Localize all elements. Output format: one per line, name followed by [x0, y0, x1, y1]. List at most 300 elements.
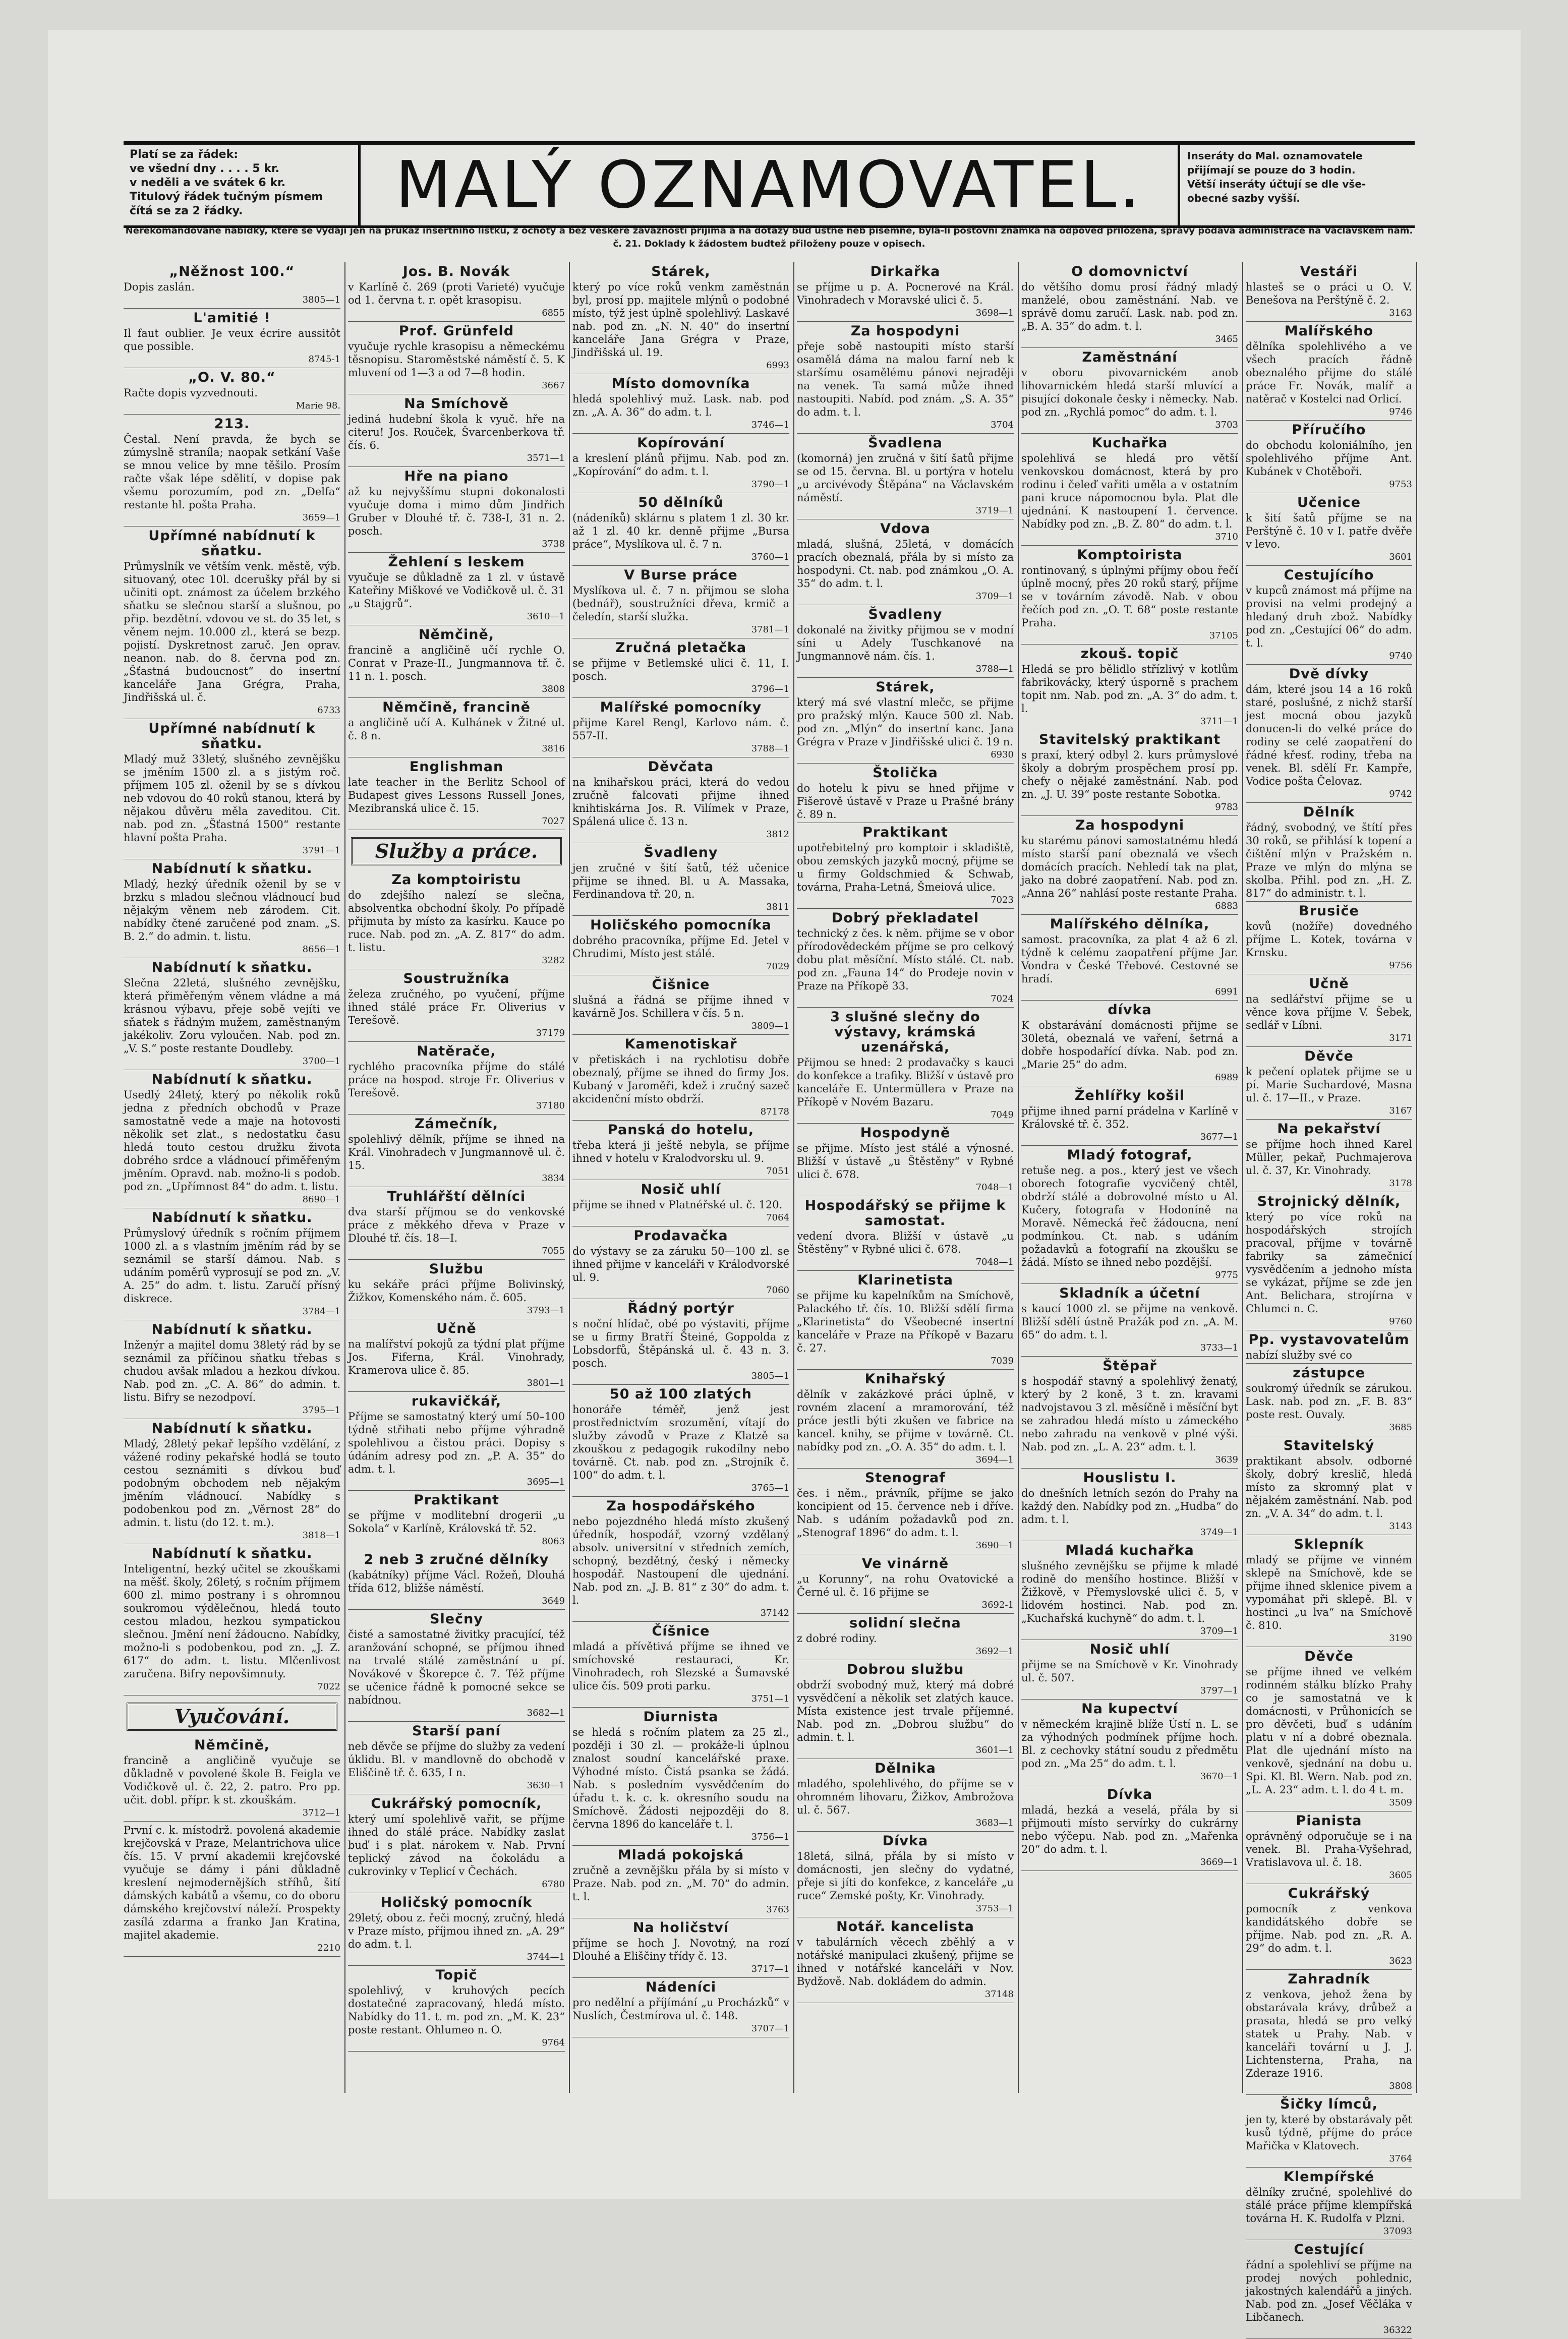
ad-title: Němčině, francině — [382, 699, 531, 715]
ad-number: 3805—1 — [751, 1371, 789, 1381]
ad-number: 3171 — [1389, 1033, 1412, 1043]
ad-number: 6991 — [1215, 986, 1238, 997]
classified-ad — [1246, 1814, 1412, 1884]
ad-number: 3719—1 — [975, 505, 1014, 516]
classified-ad — [124, 370, 340, 415]
ad-title: Mladá pokojská — [617, 1847, 744, 1863]
ad-body: (komorná) jen zručná v šití šatů přijme se od 15. června. Bl. u portýra v hotelu „u arcivévody Štěpána“ na Václavském náměstí. — [797, 452, 1014, 504]
price-line: Platí se za řádek: — [130, 148, 239, 161]
ad-body: a kreslení plánů přijmu. Nab. pod zn. „Kopírování“ do adm. t. l. — [572, 452, 789, 478]
ad-body: v Karlíně č. 269 (proti Varieté) vyučuje od 1. června t. r. opět krasopisu. — [348, 281, 565, 306]
ad-title: Prof. Grünfeld — [398, 323, 514, 339]
ad-number: 7027 — [542, 816, 565, 827]
ad-body: francině a angličině učí rychle O. Conrat v Praze-II., Jungmannova tř. č. 11 n. 1. posch. — [348, 644, 565, 682]
ad-body: řádný, svobodný, ve štítí přes 30 roků, se přihlásí k topení a čištění mlýn v Pražském n. Praze ve mlýn do mlýna se skolba. Přihl. pod zn. „H. Z. 817“ do administr. t. l. — [1246, 822, 1412, 899]
ad-body: Myslíkova ul. č. 7 n. přijmou se sloha (bednář), soustružníci dřeva, krmič a čeledín, starší služka. — [572, 584, 789, 623]
classified-ad — [572, 1182, 789, 1226]
ad-title: Englishman — [409, 759, 504, 775]
ad-body: pomocník z venkova kandidátského dobře se příjme. Nab. pod zn. „R. A. 29“ do adm. t. l. — [1246, 1903, 1412, 1954]
ad-body: vyučuje se důkladně za 1 zl. v ústavě Kateřiny Miškové ve Vodičkově ul. č. 31 „u Stajgrů“. — [348, 571, 565, 610]
ad-number: 3797—1 — [1200, 1685, 1238, 1696]
classified-ad — [1021, 1088, 1238, 1146]
classified-ad — [348, 1968, 565, 2052]
ad-title: L'amitié ! — [193, 310, 271, 326]
ad-body: spolehlivý dělník, příjme se ihned na Král. Vinohradech v Jungmannově ul. č. 15. — [348, 1133, 565, 1172]
ad-title: rukavičkář, — [411, 1393, 502, 1409]
ad-body: neb děvče se příjme do služby za vedení úklidu. Bl. v mandlovně do obchodě v Eliščině tř. č. 635, I n. — [348, 1740, 565, 1779]
classified-ad — [124, 311, 340, 368]
ad-title: Topič — [435, 1967, 478, 1983]
ad-number: 3788—1 — [751, 743, 789, 754]
ad-number: 36322 — [1383, 2325, 1412, 2335]
ad-body: Slečna 22letá, slušného zevnějšku, která přiměřeným věnem vládne a má krásnou výbavu, přeje sobě vejíti ve sňatek s řádným mužem, zaměstnaným jakékoliv. Zoru vyloučen. Nab. pod zn. „V. S.“ poste restante Doudleby. — [124, 977, 340, 1055]
ad-body: z dobré rodiny. — [797, 1632, 877, 1645]
ad-number: 7022 — [317, 1681, 340, 1692]
ad-title: Mladá kuchařka — [1065, 1543, 1194, 1558]
ad-body: do výstavy se za záruku 50—100 zl. se ihned přijme v kanceláři v Králodvorské ul. 9. — [572, 1245, 789, 1283]
ad-title: dívka — [1108, 1002, 1152, 1018]
ad-title: Dělník — [1303, 804, 1355, 820]
ad-body: Průmyslník ve větším venk. městě, výb. situovaný, otec 10l. dcerušky přál by si učiniti opt. známost za účelem brzkého sňatku se slečnou starší a slušnou, po přip. bezdětní. vdovou ve st. do 35 let, s věnem nejm. 10.000 zl., která se bezp. pojistí. Dyskretnost zaruč. Jen oprav. neanon. nab. do 8. června pod zn. „Šťastná budoucnost“ do insertní kanceláře Jana Grégra, Praha, Jindřišská ul. č. — [124, 560, 340, 704]
ad-number: 3683—1 — [975, 1818, 1014, 1828]
ad-number: 3710 — [1215, 532, 1238, 542]
classified-ad — [797, 680, 1014, 764]
ad-number: 3670—1 — [1200, 1771, 1238, 1782]
ad-body: dělníka spolehlivého a ve všech pracích řádně obeznalého přijme do stálé práce Fr. Novák, malíř a natěrač v Kostelci nad Orlicí. — [1246, 340, 1412, 405]
deadline-line: obecné sazby vyšší. — [1187, 192, 1300, 204]
ad-number: 3709—1 — [975, 591, 1014, 602]
ad-title: solidní slečna — [849, 1615, 961, 1631]
ad-body: se příjme hoch ihned Karel Müller, pekař, Puchmajerova ul. č. 37, Kr. Vinohrady. — [1246, 1138, 1412, 1177]
ad-title: Žehlení s leskem — [388, 554, 525, 570]
classified-ad — [572, 700, 789, 757]
ad-body: z venkova, jehož žena by obstarávala krávy, drůbež a prasata, hledá se pro velký statek u Prahy. Nab. v kanceláři tovární u J. J. Lichtensterna, Praha, na Zderaze 1916. — [1246, 1989, 1412, 2079]
header-notice: Nerekomandované nabídky, které se vydají jen na průkaz insertního lístku, z ochoty a bez veškeré závaznosti přijímá a na dotazy buď ústně neb písemně, byla-li poštovní známka na odpověď přiložena, správy podává administrace na Václavském nám. č. 21. Doklady k žádostem budtež přiloženy pouze v opisech. — [125, 225, 1413, 249]
ad-title: Nabídnutí k sňatku. — [151, 1421, 313, 1436]
classified-ad — [1021, 1471, 1238, 1541]
ad-number: 7055 — [542, 1246, 565, 1256]
ad-body: se přijme. Místo jest stálé a výnosné. Bližší v ústavě „u Štěstěny“ v Rybné ulici č. 678. — [797, 1142, 1014, 1181]
ad-title: 3 slušné slečny do výstavy, krámská uzenářská, — [830, 1009, 980, 1055]
classified-ad — [572, 759, 789, 843]
ad-body: Usedlý 24letý, který po několik roků jedna z předních obchodů v Praze samostatně vede a maje na hotovosti několik set zlat., s nedostatku času hledá touto cestou družku života dobrého srdce a vládnoucí přiměřeným jměním. Opravd. nab. možno-li s podob. pod zn. „Upřímnost 84“ do adm. t. listu. — [124, 1089, 340, 1193]
ad-number: 3711—1 — [1200, 716, 1238, 727]
ad-body: spolehlivý, v kruhových pecích dostatečné zapracovaný, hledá místo. Nabídky do 11. t. m. pod zn. „M. K. 23“ poste restant. Ohlumeo n. O. — [348, 1984, 565, 2036]
ad-title: Nádeníci — [645, 1979, 717, 1995]
classified-ad — [1021, 548, 1238, 645]
ad-body: mladého, spolehlivého, do příjme se v ohromném lihovaru, Žižkov, Ambrožova ul. č. 567. — [797, 1778, 1014, 1816]
classified-ad — [348, 1262, 565, 1319]
ad-body: Mladý, 28letý pekař lepšího vzdělání, z vážené rodiny pekařské hodlá se touto cestou seznámiti s dívkou buď podobným obchodem neb nějakým jměním vládnoucí. Nabídky s podobenkou pod zn. „Věrnost 28“ do admin. t. listu (do 12. t. m.). — [124, 1438, 340, 1529]
classified-ad — [124, 1824, 340, 1957]
column-4 — [797, 262, 1019, 2093]
ad-body: přijme Karel Rengl, Karlovo nám. č. 557-II. — [572, 717, 789, 742]
ad-body: se přijme ku kapelníkům na Smíchově, Palackého tř. čís. 10. Bližší sdělí firma „Klarinetista“ do Všeobecné insertní kanceláře v Praze na Příkopě v Bazaru č. 27. — [797, 1290, 1014, 1354]
ad-body: v německém krajině blíže Ústí n. L. se za výhodných podmínek příjme hoch. Bl. z cechovky státní soudu z předmětu pod zn. „Ma 25“ do adm. t. l. — [1021, 1718, 1238, 1770]
ad-title: Starší paní — [412, 1723, 501, 1739]
classified-ad — [1246, 1537, 1412, 1647]
classified-ad — [797, 264, 1014, 322]
ad-body: Inteligentní, hezký učitel se zkouškami na měšť. školy, 26letý, s ročním příjmem 600 zl. mimo postrany i s ohromnou soukromou výdělečnou, hledá touto cestou mladou, hezkou sympatickou slečnou. Jmění není žádoucno. Nabídky, možno-li s podobenkou, pod zn. „J. Z. 617“ do adm. t. listu. Mlčenlivost zaručena. Bifry nepovšimnuty. — [124, 1563, 340, 1680]
ad-number: 3812 — [766, 829, 789, 840]
ad-title: Cukrářský pomocník, — [371, 1796, 542, 1811]
ad-title: Na holičství — [632, 1920, 729, 1936]
classified-ad — [1021, 732, 1238, 816]
classified-ad — [1246, 1332, 1412, 1364]
ad-number: 3712—1 — [302, 1807, 340, 1818]
ad-body: do zdejšího nalezí se slečna, absolventka obchodní školy. Po případě přijmuta by místo za kasírku. Kauce po ruce. Nab. pod zn. „A. Z. 817“ do adm. t. listu. — [348, 889, 565, 954]
ad-title: Praktikant — [414, 1492, 499, 1508]
ad-number: 37142 — [760, 1608, 789, 1618]
ad-title: Prodavačka — [633, 1228, 728, 1244]
classified-ad — [348, 1796, 565, 1893]
classified-ad — [572, 977, 789, 1035]
ad-number: 3816 — [542, 743, 565, 754]
ad-body: technický z čes. k něm. přijme se v obor přírodovědeckém příjme se pro celkový dobu plat měsíční. Místo stálé. Ct. nab. pod zn. „Fauna 14“ do Prodeje novin v Praze na Příkopě 33. — [797, 927, 1014, 992]
ad-number: 3190 — [1389, 1633, 1412, 1644]
ad-title: Brusiče — [1299, 903, 1359, 919]
classified-ad — [1021, 818, 1238, 915]
classified-ad — [572, 376, 789, 434]
ad-body: na sedlářství přijme se u věnce kova příjme V. Šebek, sedlář v Líbni. — [1246, 993, 1412, 1031]
classified-ad — [1021, 647, 1238, 730]
ad-title: Němčině, — [418, 627, 495, 642]
ad-number: 3695—1 — [527, 1477, 565, 1487]
ad-number: 3601—1 — [975, 1745, 1014, 1756]
ad-number: 3704 — [991, 420, 1014, 430]
ad-body: k šití šatů příjme se na Perštýně č. 10 v I. patře dvěře v levo. — [1246, 512, 1412, 550]
ad-title: Knihařský — [864, 1371, 946, 1387]
classified-ad — [1246, 495, 1412, 566]
classified-ad — [1246, 1122, 1412, 1192]
classified-ad — [1246, 2170, 1412, 2240]
ad-body: se hledá s ročním platem za 25 zl., později i 30 zl. — prokáže-li úplnou znalost soudní kancelářské praxe. Výhodné místo. Čistá psanka se žádá. Nab. s posledním vysvědčením do úřadu t. k. c. k. okresního soudu na Smíchově. Žádosti nejpozději do 8. června 1896 do kanceláře t. l. — [572, 1726, 789, 1830]
ad-body: Hledá se pro bělidlo střízlivý v kotlům fabrikovácky, který úsporně s prachem topit nm. Nab. pod zn. „A. 3“ do adm. t. l. — [1021, 663, 1238, 715]
ad-title: Na kupectví — [1081, 1701, 1178, 1717]
ad-body: slušného zevnějšku se přijme k mladé rodině do menšího hostince. Bližší v Žižkově, v Přemyslovské ulici č. 5, v lidovém hostinci. Nab. pod zn. „Kuchařská kuchyně“ do adm. t. l. — [1021, 1560, 1238, 1624]
ad-body: který po více roků venkm zaměstnán byl, prosí pp. majitele mlýnů o podobné místo, týž jest úplně spolehlivý. Laskavé nab. pod zn. „N. N. 40“ do insertní kanceláře Jana Grégra v Praze, Jindřišská ul. 19. — [572, 281, 789, 359]
classified-ad — [572, 1387, 789, 1497]
ad-number: 3788—1 — [975, 664, 1014, 674]
classified-ad — [348, 324, 565, 394]
ad-title: Natěrače, — [417, 1043, 496, 1059]
classified-ad — [797, 324, 1014, 434]
ad-body: který umí spolehlivě vařit, se příjme ihned do stálé práce. Nabídky zaslat buď i s plat. nárokem v. Nab. První teplický závod na čokoládu a cukrovinky v Teplicí v Čechách. — [348, 1813, 565, 1878]
ad-number: 3733—1 — [1200, 1342, 1238, 1353]
ad-title: Stenograf — [864, 1470, 946, 1486]
ad-number: 3795—1 — [302, 1405, 340, 1416]
ad-title: Kamenotiskař — [624, 1036, 737, 1052]
classified-ad — [348, 1321, 565, 1392]
ad-number: 3690—1 — [975, 1540, 1014, 1551]
ad-title: Hospodyně — [860, 1125, 951, 1141]
ad-number: 6989 — [1215, 1072, 1238, 1083]
classified-ad — [1246, 1438, 1412, 1535]
ad-body: hlasteš se o práci u O. V. Benešova na Perštýně č. 2. — [1246, 281, 1412, 306]
classified-ad — [348, 1394, 565, 1491]
price-line: čítá se za 2 řádky. — [130, 205, 243, 217]
ad-title: Zahradník — [1288, 1971, 1370, 1987]
ad-body: k pečení oplatek přijme se u pí. Marie Suchardové, Masna ul. č. 17—II., v Praze. — [1246, 1066, 1412, 1104]
ad-number: 7039 — [991, 1356, 1014, 1366]
classified-ad — [1246, 1886, 1412, 1970]
ad-title: Za hospodářského — [606, 1498, 756, 1514]
ad-title: V Burse práce — [624, 567, 738, 583]
classified-ad — [797, 911, 1014, 1008]
ad-number: 3809—1 — [751, 1021, 789, 1031]
ad-body: který má své vlastní mlečc, se přijme pro pražský mlýn. Kauce 500 zl. Nab. pod zn. „Mlýn“ do insertní kanc. Jana Grégra v Praze v Jindřišské ulici č. 19 n. — [797, 696, 1014, 748]
ad-title: Diurnista — [643, 1709, 719, 1725]
classified-ad — [348, 627, 565, 698]
ad-body: s kaucí 1000 zl. se přijme na venkově. Bližší sdělí ústně Pražák pod zn. „A. M. 65“ do adm. t. l. — [1021, 1303, 1238, 1341]
ad-title: Nabídnutí k sňatku. — [151, 1322, 313, 1337]
ad-body: spolehlivá se hledá pro větší venkovskou domácnost, která by pro rodinu i čeleď vařiti uměla a v ostatním pani kruce nápomocnou byla. Plat dle ujednání. K nastoupení 1. července. Nabídky pod zn. „B. Z. 80“ do adm. t. l. — [1021, 452, 1238, 530]
ad-title: Holičský pomocník — [380, 1895, 533, 1910]
ad-body: První c. k. místodrž. povolená akademie krejčovská v Praze, Melantrichova ulice čís. 15. V první akademii krejčovské vyučuje se dámy i páni důkladně kreslení nejmodernějších stříhů, šití dámských kabátů a všemu, co do oboru dámského krejčovství náleží. Prospekty zasílá zdarma a franko Jan Kratina, majitel akademie. — [124, 1824, 340, 1941]
ad-number: 3677—1 — [1200, 1132, 1238, 1142]
ad-number: 3707—1 — [751, 2023, 789, 2034]
ad-title: Kuchařka — [1091, 435, 1168, 451]
classified-ad — [348, 1895, 565, 1966]
classified-ad — [1021, 1702, 1238, 1785]
ad-title: Za hospodyni — [850, 323, 960, 339]
classified-ad — [797, 521, 1014, 605]
ad-body: honoráře téměř, jenž jest prostřednictvím srozumění, vítají do služby závodů v Praze z Klatzě sa zkouškou z pedagogik rukodílny nebo továrně. Ct. nab. pod zn. „Strojník č. 100“ do adm. t. l. — [572, 1404, 789, 1481]
classified-ad — [572, 1037, 789, 1121]
ad-body: jediná hudební škola k vyuč. hře na citeru! Jos. Rouček, Švarcenberkova tř. čís. 6. — [348, 413, 565, 451]
ad-number: 9783 — [1215, 802, 1238, 812]
classified-ad — [797, 1662, 1014, 1759]
ad-body: nabízí služby své co — [1246, 1349, 1352, 1361]
classified-ad — [572, 495, 789, 566]
ad-body: nebo pojezdného hledá místo zkušený úředník, hospodář, vzorný vzdělaný absolv. universitní v středních zemích, schopný, bezdětný, český i německy hospodář. Nastoupení dle ujednání. Nab. pod zn. „J. B. 81“ z 30“ do adm. t. l. — [572, 1515, 789, 1606]
ad-number: 3167 — [1389, 1105, 1412, 1116]
classified-ad — [797, 1471, 1014, 1554]
classified-ad — [797, 436, 1014, 519]
ad-number: 3509 — [1389, 1797, 1412, 1808]
ad-title: Upřímné nabídnutí k sňatku. — [148, 721, 316, 751]
ad-body: rychlého pracovníka příjme do stálé práce na hospod. stroje Fr. Oliverius v Terešově. — [348, 1061, 565, 1099]
classified-ad — [572, 918, 789, 975]
ad-title: „Něžnost 100.“ — [169, 264, 295, 279]
ad-number: 6855 — [542, 308, 565, 318]
ad-number: 3682—1 — [527, 1708, 565, 1718]
ad-body: do většího domu prosí řádný mladý manželé, obou zaměstnání. Nab. ve správě domu zaručí. Lask. nab. pod zn. „B. A. 35“ do adm. t. l. — [1021, 281, 1238, 332]
classified-ad — [797, 1761, 1014, 1832]
ad-number: 3649 — [542, 1596, 565, 1606]
classified-ad — [1246, 904, 1412, 974]
ad-number: 7029 — [766, 961, 789, 972]
classified-ad — [797, 1919, 1014, 2003]
ad-number: 7064 — [766, 1212, 789, 1223]
ad-title: Službu — [429, 1261, 484, 1277]
classified-ad — [348, 396, 565, 467]
ad-title: Čišnice — [652, 977, 710, 992]
ad-body: kovů (nožíře) dovedného příjme L. Kotek, továrna v Krnsku. — [1246, 920, 1412, 959]
ad-number: 7060 — [766, 1285, 789, 1296]
column-6 — [1246, 262, 1417, 2335]
ad-body: samost. pracovníka, za plat 4 až 6 zl. týdně k celému zaopatření příjme Jar. Vondra v České Třebové. Cestovné se hradí. — [1021, 933, 1238, 985]
ad-body: upotřebitelný pro komptoir i skladiště, obou zemských jazyků mocný, přijme se u firmy Goldschmied & Schwab, továrna, Praha-Letná, Šmeiová ulice. — [797, 842, 1014, 893]
ad-title: Holičského pomocníka — [590, 917, 772, 933]
ad-title: Hře na piano — [404, 469, 509, 484]
ad-number: 9740 — [1389, 651, 1412, 661]
section-heading: Služby a práce. — [351, 837, 562, 865]
classified-ad — [572, 264, 789, 374]
ad-number: 3784—1 — [302, 1306, 340, 1317]
ad-number: 3805—1 — [302, 295, 340, 305]
ad-number: 3623 — [1389, 1956, 1412, 1966]
ad-number: 3610—1 — [527, 611, 565, 622]
ad-title: Učenice — [1297, 495, 1361, 510]
ad-number: 37180 — [536, 1100, 565, 1111]
classified-ad — [797, 1126, 1014, 1196]
ad-number: 9746 — [1389, 406, 1412, 417]
classified-ad — [572, 640, 789, 698]
ad-number: 8656—1 — [302, 944, 340, 955]
ad-body: 18letá, silná, přála by si místo v domácnosti, jen slečny do vydatné, přeje si jíti do konfekce, z kanceláře „u ruce“ Zemské pošty, Kr. Vinohrady. — [797, 1850, 1014, 1902]
classified-ad — [124, 417, 340, 527]
ad-number: 3808 — [1389, 2081, 1412, 2091]
ad-body: se příjme v modlitební drogerii „u Sokola“ v Karlíně, Královská tř. 52. — [348, 1509, 565, 1535]
ad-number: 3698—1 — [975, 308, 1014, 318]
ad-title: Kopírování — [637, 435, 725, 451]
ad-title: Nosič uhlí — [1089, 1642, 1170, 1657]
ad-title: 50 až 100 zlatých — [610, 1386, 752, 1402]
column-1 — [124, 262, 345, 2093]
classified-ad — [1246, 1194, 1412, 1330]
ad-title: Ve vinárně — [861, 1556, 949, 1571]
ad-title: Vdova — [880, 521, 931, 537]
classified-ad — [1246, 2097, 1412, 2168]
classified-ad — [572, 436, 789, 493]
column-5 — [1021, 262, 1243, 2093]
ad-title: Zaměstnání — [1082, 349, 1178, 365]
ad-body: Inženýr a majitel domu 38letý rád by se seznámil za příčinou sňatku třebas s chudou avšak mladou a hezkou dívkou. Nab. pod zn. „C. A. 86“ do admin. t. listu. Bifry se nezodpoví. — [124, 1339, 340, 1404]
classified-ad — [1246, 568, 1412, 665]
ad-body: „u Korunny“, na rohu Ovatovické a Černé ul. č. 16 přijme se — [797, 1573, 1014, 1598]
ad-number: 3669—1 — [1200, 1857, 1238, 1867]
ad-title: Zámečník, — [415, 1116, 498, 1132]
ad-title: Skladník a účetní — [1059, 1285, 1200, 1301]
classified-ad — [348, 1724, 565, 1794]
ad-body: na malířství pokojů za týdní plat příjme Jos. Fiferna, Král. Vinohrady, Kramerova ulice č. 85. — [348, 1338, 565, 1376]
ad-number: 3744—1 — [527, 1952, 565, 1962]
price-line: v neděli a ve svátek 6 kr. — [130, 177, 286, 189]
ad-body: dělníky zručné, spolehlivé do stálé práce příjme klempířská továrna H. K. Rudolfa v Plzni. — [1246, 2186, 1412, 2225]
ad-title: Truhlářští dělníci — [387, 1189, 526, 1204]
classified-ad — [1246, 976, 1412, 1047]
ad-title: Malířské pomocníky — [600, 699, 762, 715]
ad-number: 3753—1 — [975, 1903, 1014, 1914]
ad-number: 9753 — [1389, 479, 1412, 490]
ad-body: ku starému pánovi samostatnému hledá místo starší paní obeznalá ve všech domácích pracích. Nehledí tak na plat, jako na dobré zaopatření. Nab. pod zn. „Anna 26“ nahlásí poste restante Praha. — [1021, 835, 1238, 899]
ad-number: 8745-1 — [308, 354, 340, 365]
ad-title: Strojnický dělník, — [1257, 1194, 1401, 1209]
classified-ad — [348, 872, 565, 969]
ad-number: 6930 — [991, 749, 1014, 760]
ad-title: „O. V. 80.“ — [188, 370, 276, 385]
classified-ad — [1246, 1366, 1412, 1436]
ad-title: Švadleny — [868, 607, 943, 622]
column-2 — [348, 262, 570, 2093]
ad-body: jen zručné v šití šatů, též učenice přijme se ihned. Bl. u A. Massaka, Ferdinandova tř. 20, n. — [572, 862, 789, 900]
ad-title: Místo domovníka — [611, 376, 750, 391]
classified-ad — [1021, 264, 1238, 348]
ad-number: 3282 — [542, 955, 565, 966]
ad-number: 3143 — [1389, 1521, 1412, 1532]
classified-ad — [572, 1301, 789, 1385]
ad-body: železa zručného, po vyučení, příjme ihned stálé práce Fr. Oliverius v Terešově. — [348, 988, 565, 1026]
classified-ad — [797, 1198, 1014, 1271]
ad-title: Slečny — [430, 1611, 483, 1627]
ad-number: 3163 — [1389, 308, 1412, 318]
ad-title: Soustružníka — [403, 971, 510, 986]
ad-body: se příjme ihned ve velkém rodinném stálku blízko Prahy co je samostatná ve k domácnosti, v Průhonicích se pro děvčeti, buď s udáním platu v ní a dobré obeznala. Plat dle ujednání místo na venkově, sjednání na dobu u. Spi. Kl. Bl. Wern. Nab. pod zn. „L. A. 23“ adm. t. l. do 4 t. m. — [1246, 1666, 1412, 1796]
ad-body: slušná a řádná se příjme ihned v kavárně Jos. Schillera v čís. 5 n. — [572, 994, 789, 1019]
ad-body: pro nedělní a příjímání „u Procházků“ v Nuslích, Čestmírova ul. č. 148. — [572, 1997, 789, 2022]
masthead-bar — [124, 141, 1415, 228]
deadline-line: přijímají se pouze do 3 hodin. — [1187, 164, 1356, 176]
ad-number: 3709—1 — [1200, 1626, 1238, 1636]
classified-ad — [572, 1624, 789, 1708]
ad-title: Klarinetista — [857, 1272, 953, 1288]
classified-ad — [1021, 350, 1238, 434]
classified-ad — [1021, 1543, 1238, 1640]
ad-number: 7051 — [766, 1166, 789, 1177]
ad-body: Přijmou se hned: 2 prodavačky s kauci do konfekce a trafiky. Bližší v ústavě pro kanceláře E. Untermüllera v Praze na Příkopě v Novém Bazaru. — [797, 1057, 1014, 1108]
classified-ad — [1021, 1003, 1238, 1086]
ad-body: Příjme se samostatný který umí 50–100 týdně střihati nebo příjme výhradně spolehlivou a čistou práci. Dopisy s údáním adresy pod zn. „P. A. 35“ do adm. t. l. — [348, 1411, 565, 1475]
classified-ad — [124, 861, 340, 958]
ad-title: zástupce — [1293, 1365, 1365, 1381]
ad-title: Němčině, — [194, 1737, 270, 1753]
ad-number: 6993 — [766, 360, 789, 371]
ad-body: mladá, hezká a veselá, přála by si přijmouti místo servírky do cukrárny nebo výčepu. Nab. pod zn. „Mařenka 20“ do adm. t. l. — [1021, 1804, 1238, 1855]
ad-title: Děvče — [1304, 1649, 1354, 1664]
ad-title: Na Smíchově — [404, 396, 509, 412]
classified-ad — [348, 700, 565, 757]
ad-title: Klempířské — [1283, 2169, 1375, 2185]
classified-ad — [124, 960, 340, 1070]
ad-number: 2210 — [317, 1943, 340, 1953]
ad-number: 6733 — [317, 705, 340, 716]
ad-title: Vestáři — [1300, 264, 1358, 279]
classified-ad — [1246, 423, 1412, 493]
ad-body: hledá spolehlivý muž. Lask. nab. pod zn. „A. A. 36“ do adm. t. l. — [572, 393, 789, 418]
ad-number: 37093 — [1383, 2226, 1412, 2237]
ad-title: Notář. kancelista — [836, 1919, 974, 1935]
classified-ad — [348, 759, 565, 830]
classified-ad — [1021, 1787, 1238, 1871]
classified-ad — [1021, 1642, 1238, 1700]
ad-number: 3811 — [766, 902, 789, 912]
ad-number: 7049 — [991, 1109, 1014, 1120]
classified-ad — [572, 1920, 789, 1978]
ad-number: 3808 — [542, 684, 565, 694]
ad-title: Stárek, — [876, 679, 935, 695]
ad-body: dělník v zakázkové práci úplně, v rovném zlacení a mramorování, též práce jestli býti zkušen ve fabrice na kancel. knihy, se přijme v továrně. Ct. nabídky pod zn. „O. A. 35“ do adm. t. l. — [797, 1388, 1014, 1453]
page-title: MALÝ OZNAMOVATEL. — [395, 147, 1143, 223]
classified-ad — [1021, 917, 1238, 1001]
classified-ad — [572, 568, 789, 638]
ad-body: s praxí, který odbyl 2. kurs průmyslové školy a dobrým prospěchem prosí pp. chefy o nějaké zaměstnání. Nab. pod zn. „J. U. 39“ poste restante Sobotka. — [1021, 749, 1238, 800]
ad-number: 6780 — [542, 1879, 565, 1890]
ad-body: Dopis zaslán. — [124, 281, 195, 293]
ad-title: Příručího — [1292, 422, 1366, 438]
ad-body: soukromý úředník se zárukou. Lask. nab. pod zn. „F. B. 83“ poste rest. Ouvaly. — [1246, 1382, 1412, 1421]
ad-body: až ku nejvyššímu stupni dokonalosti vyučuje doma i mimo dům Jindřich Gruber v Dlouhé tř. č. 738-I, 31 n. 2. posch. — [348, 486, 565, 537]
